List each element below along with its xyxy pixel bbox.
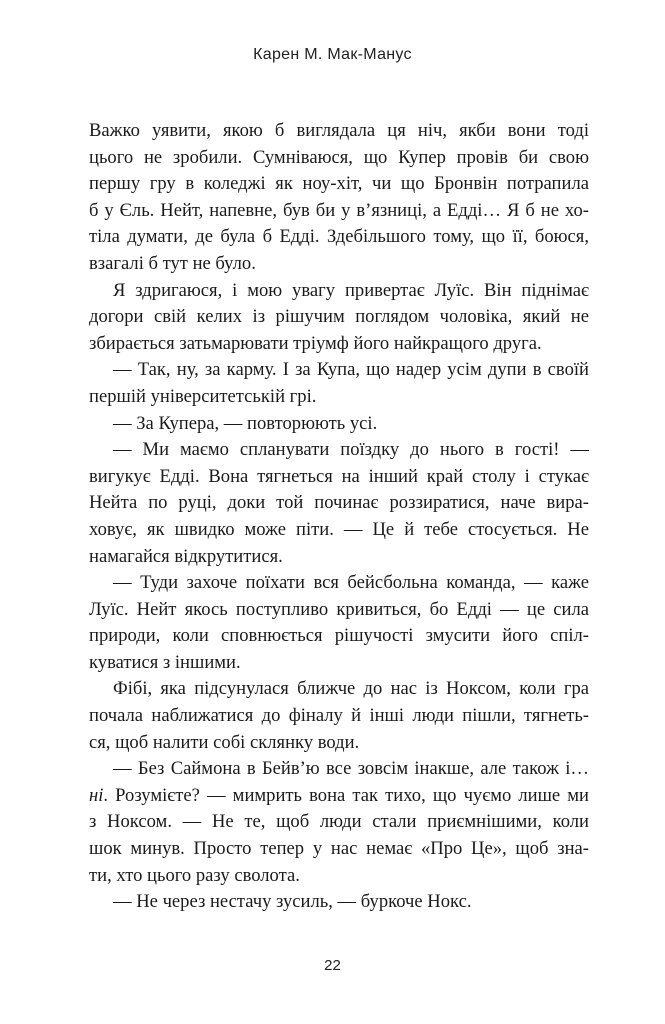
body-text — [89, 118, 589, 916]
text-line: — Так, ну, за карму. І за Купа, що надер усім дупи в своїй — [113, 359, 589, 381]
text-line: б у Єль. Нейт, напевне, був би у в’язниці, а Едді… Я б не хо- — [89, 199, 589, 221]
running-head: Карен М. Мак-Манус — [253, 46, 412, 63]
text-line: — Не через нестачу зусиль, — буркоче Нокс. — [113, 891, 472, 913]
text-line: ховує, як швидко може піти. — Це й тебе стосується. Не — [89, 518, 589, 540]
text-line: почала наближатися до фіналу й інші люди пішли, тягнеть- — [89, 705, 589, 727]
text-line — [89, 783, 589, 810]
text-line: — Туди захоче поїхати вся бейсбольна команда, — каже — [113, 572, 589, 594]
text-line: ся, щоб налити собі склянку води. — [89, 731, 360, 753]
text-line: намагайся відкрутитися. — [89, 545, 283, 567]
text-line: — За Купера, — повторюють усі. — [113, 412, 378, 434]
text-line: Я здригаюся, і мою увагу привертає Луїс. Він піднімає — [113, 279, 589, 301]
text-line: Луїс. Нейт якось поступливо кривиться, бо Едді — це сила — [89, 598, 589, 620]
text-line: куватися з іншими. — [89, 651, 241, 673]
italic-word: ні — [89, 784, 104, 806]
text-line: шок минув. Просто тепер у нас немає «Про Це», щоб зна- — [89, 838, 589, 860]
text-line: вигукує Едді. Вона тягнеться на інший край столу і стукає — [89, 465, 589, 487]
text-line: — Ми маємо спланувати поїздку до нього в гості! — — [113, 439, 589, 461]
text-line: природи, коли сповнюється рішучості змусити його спіл- — [89, 625, 589, 647]
text-line-rest: . Розумієте? — мимрить вона так тихо, що чуємо лише ми — [103, 784, 589, 806]
text-line: догори свій келих із рішучим поглядом чоловіка, який не — [89, 306, 589, 328]
text-line: — Без Саймона в Бейв’ю все зовсім інакше, але також і… — [113, 758, 589, 780]
text-line: цього не зробили. Сумніваюся, що Купер провів би свою — [89, 146, 589, 168]
text-line: Нейта по руці, доки той починає роззиратися, наче вира- — [89, 492, 589, 514]
page-number: 22 — [324, 957, 341, 974]
text-line: першій університетській грі. — [89, 385, 317, 407]
text-line: взагалі б тут не було. — [89, 252, 256, 274]
text-line: першу гру в коледжі як ноу-хіт, чи що Бронвін потрапила — [89, 173, 589, 195]
text-line: Фібі, яка підсунулася ближче до нас із Ноксом, коли гра — [113, 678, 589, 700]
text-line: з Ноксом. — Не те, щоб люди стали приємнішими, коли — [89, 811, 589, 833]
text-line: Важко уявити, якою б виглядала ця ніч, якби вони тоді — [89, 120, 589, 141]
text-line: ти, хто цього разу сволота. — [89, 864, 300, 886]
text-line: тіла думати, де була б Едді. Здебільшого тому, що її, боюся, — [89, 226, 589, 248]
text-line: збирається затьмарювати тріумф його найкращого друга. — [89, 332, 542, 354]
